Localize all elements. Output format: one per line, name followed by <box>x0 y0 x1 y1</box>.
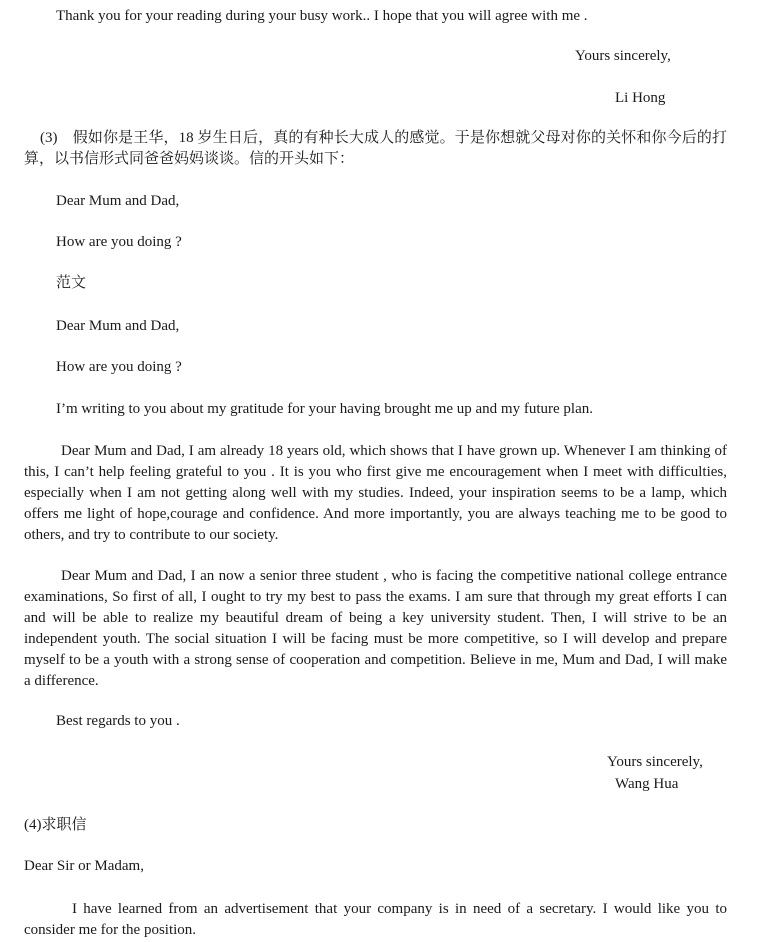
task3-prompt: (3) 假如你是王华，18 岁生日后，真的有种长大成人的感觉。于是你想就父母对你的关怀和你今后的打算，以书信形式同爸爸妈妈谈谈。信的开头如下： <box>24 130 727 167</box>
closing-thanks: Thank you for your reading during your busy work.. I hope that you will agree with me . <box>56 8 588 24</box>
task4-paragraph-1: I have learned from an advertisement that your company is in need of a secretary. I would like you to consider me for the position. <box>24 901 727 938</box>
closing-signature: Li Hong <box>615 90 666 106</box>
model-greeting: How are you doing ? <box>56 359 182 375</box>
model-regards: Best regards to you . <box>56 713 180 729</box>
task4-salutation: Dear Sir or Madam, <box>24 858 144 874</box>
task3-given-greeting: How are you doing ? <box>56 234 182 250</box>
model-salutation: Dear Mum and Dad, <box>56 318 180 334</box>
model-essay-label: 范文 <box>56 275 87 291</box>
model-signature: Wang Hua <box>615 776 679 792</box>
model-paragraph-1: Dear Mum and Dad, I am already 18 years old, which shows that I have grown up. Whenever I am thinking of this, I can’t help feeling grateful to you . It is you who first give me encouragement when I meet with difficulties, especially when I am not getting along well with my studies. Indeed, your inspiration seems to be a lamp, which offers me light of hope,courage and confidence. And more importantly, you are always teaching me to be good to others, and try to contribute to our society. <box>24 443 727 543</box>
closing-sign-off: Yours sincerely, <box>575 48 671 64</box>
model-paragraph-2: Dear Mum and Dad, I an now a senior three student , who is facing the competitive national college entrance examinations, So first of all, I ought to try my best to pass the exams. I am sure that through my great efforts I can and will be able to realize my beautiful dream of being a key university student. Then, I will strive to be an independent youth. The social situation I will be facing must be more competitive, so I will develop and prepare myself to be a youth with a strong sense of cooperation and competition. Believe in me, Mum and Dad, I will make a difference. <box>24 568 727 689</box>
task4-title: (4)求职信 <box>24 817 87 833</box>
task3-given-salutation: Dear Mum and Dad, <box>56 193 180 209</box>
model-sign-off: Yours sincerely, <box>607 754 703 770</box>
model-intro: I’m writing to you about my gratitude for your having brought me up and my future plan. <box>56 401 593 417</box>
